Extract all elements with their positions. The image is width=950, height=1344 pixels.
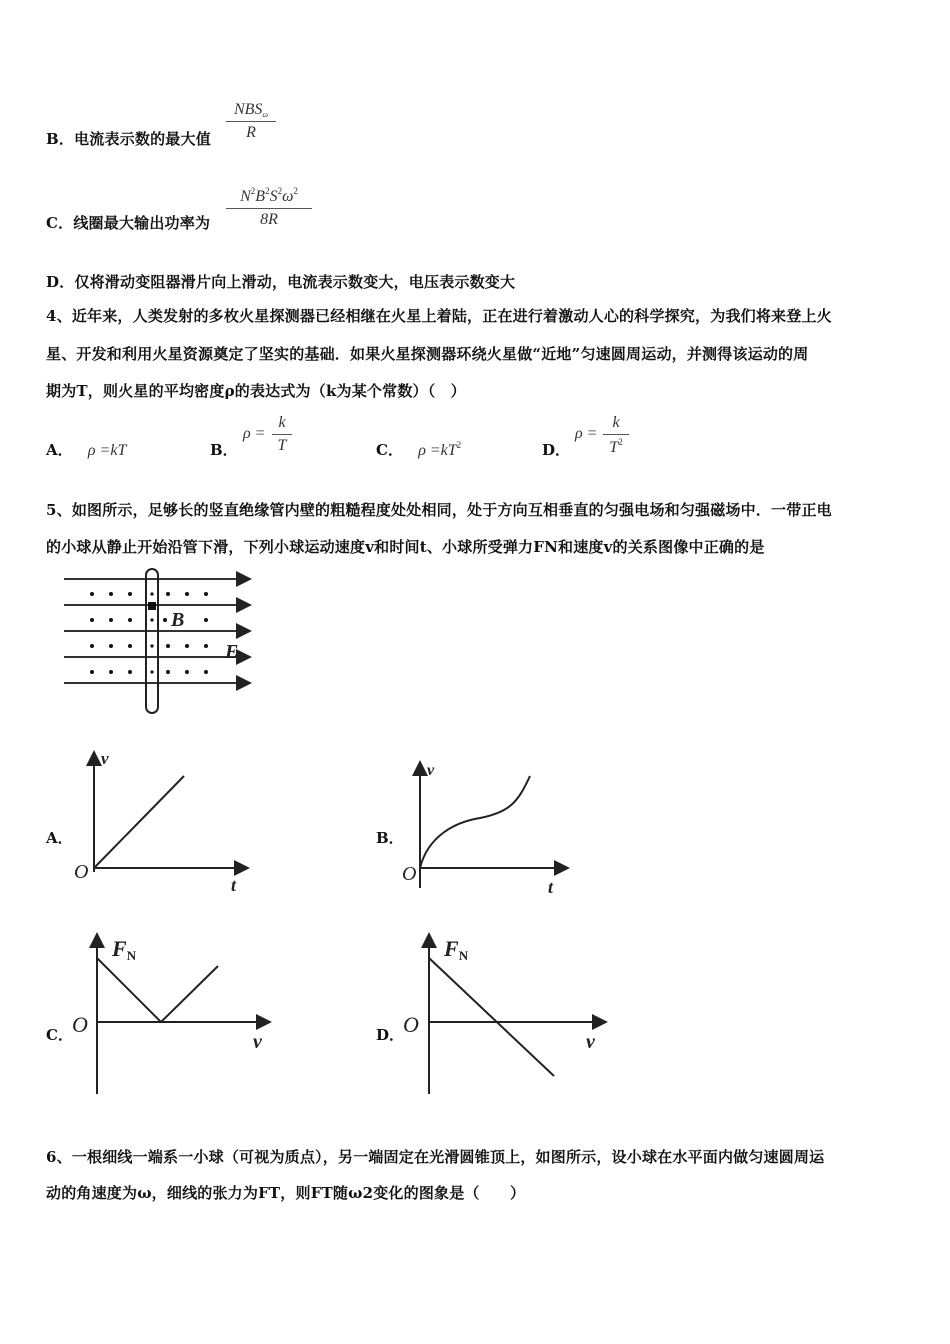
magnetic-field-label: B [171, 609, 185, 631]
graph-curve [94, 776, 184, 868]
q5-graph-d-letter: D． [376, 1026, 405, 1044]
q5-graph-c-letter: C． [46, 1026, 73, 1044]
q3-option-c-letter: C． [46, 214, 74, 232]
q3-option-c-text: 线圈最大输出功率为 [73, 214, 211, 232]
q4-option-b-fraction: $\frac{k}{T}$ [272, 414, 292, 455]
y-label: v [101, 749, 109, 768]
q3-option-b-text: 电流表示数的最大值 [74, 130, 211, 148]
q5-graph-b [400, 756, 580, 896]
origin-label: O [403, 1012, 419, 1037]
q4-option-d-fraction: $\frac{k}{T^2}$ [603, 414, 629, 457]
y-label: FN [444, 936, 469, 963]
q4-stem-line1: 4、近年来，人类发射的多枚火星探测器已经相继在火星上着陆，正在进行着激动人心的科学探究，为我们将来登上火 [46, 307, 832, 325]
q5-stem-line2: 的小球从静止开始沿管下滑，下列小球运动速度v和时间t、小球所受弹力FN和速度v的关系图像中正确的是 [46, 538, 765, 556]
q4-option-a-expr: ρ =kT [87, 442, 127, 459]
x-label: v [253, 1031, 262, 1053]
q5-graph-a [70, 744, 260, 894]
q3-option-b-formula: $NBS_\omega$ R [226, 101, 276, 142]
q4-option-d: D． [542, 441, 571, 459]
x-label: t [231, 875, 237, 894]
y-label: v [427, 762, 435, 779]
electric-field-label: E [225, 641, 239, 663]
q4-option-c-expr: $\rho =kT^2$ [418, 440, 462, 459]
x-label: t [548, 877, 554, 896]
origin-label: O [402, 863, 417, 885]
q6-stem-line2: 动的角速度为ω，细线的张力为FT，则FT随ω2变化的图象是（ ） [46, 1184, 526, 1202]
q4-option-b: B． [210, 441, 238, 459]
q4-option-a: A． ρ =kT [46, 441, 127, 459]
insulating-tube [146, 569, 158, 713]
q5-graph-a-letter: A． [46, 829, 73, 847]
q3-option-b-letter: B． [46, 130, 75, 148]
q4-option-c: C． $\rho =kT^2$ [376, 440, 462, 459]
q5-graph-d [400, 928, 612, 1098]
q4-stem-line3: 期为T，则火星的平均密度ρ的表达式为（k为某个常数）（ ） [46, 382, 466, 400]
graph-curve [97, 958, 218, 1022]
q3-option-c [46, 212, 210, 233]
q5-field-figure [60, 566, 260, 718]
q6-stem-line1: 6、一根细线一端系一小球（可视为质点），另一端固定在光滑圆锥顶上，如图所示，设小球在水平面内做匀速圆周运 [46, 1148, 825, 1166]
q4-option-b-lhs: ρ = [243, 425, 266, 442]
q4-option-d-lhs: ρ = [575, 425, 598, 442]
origin-label: O [72, 1012, 88, 1037]
q4-stem-line2: 星、开发和利用火星资源奠定了坚实的基础．如果火星探测器环绕火星做“近地”匀速圆周运动，并测得该运动的周 [46, 345, 809, 363]
x-label: v [586, 1031, 595, 1053]
q3-option-b [46, 128, 211, 149]
q3-option-c-formula: $\frac{N^2B^2S^2\omega^2}{8R}$ [226, 186, 312, 229]
q3-option-d: D．仅将滑动变阻器滑片向上滑动，电流表示数变大，电压表示数变大 [46, 273, 516, 291]
graph-curve [420, 776, 530, 868]
charged-ball [148, 602, 156, 610]
origin-label: O [74, 861, 89, 883]
graph-curve [429, 958, 554, 1076]
y-label: FN [112, 936, 137, 963]
q5-stem-line1: 5、如图所示，足够长的竖直绝缘管内壁的粗糙程度处处相同，处于方向互相垂直的匀强电场和匀强磁场中．一带正电 [46, 501, 832, 519]
q5-graph-b-letter: B． [376, 829, 404, 847]
q5-graph-c [70, 928, 280, 1098]
